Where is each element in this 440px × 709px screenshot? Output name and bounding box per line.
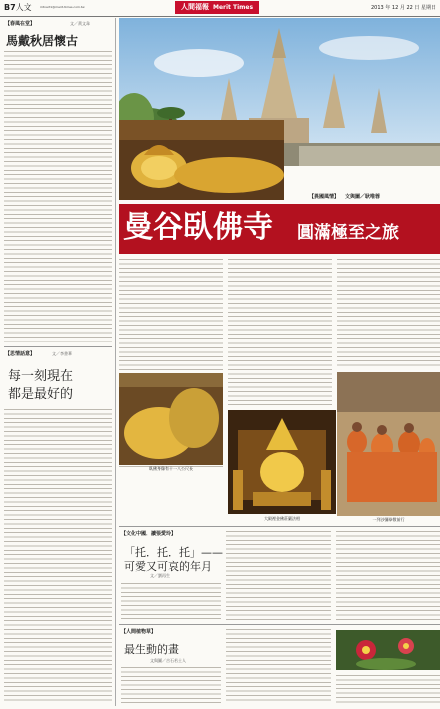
section-email[interactable]: mtnart1@merit-times.com.tw bbox=[40, 5, 85, 9]
monks-illustration bbox=[337, 372, 440, 516]
feature-body-col3 bbox=[337, 258, 440, 368]
golden-buddha-illustration bbox=[228, 410, 336, 514]
caption-1: 臥佛身像有十一八公尺長 bbox=[149, 466, 193, 471]
divider bbox=[4, 346, 112, 347]
column-rule bbox=[115, 18, 116, 706]
caption-3: 一列沙彌恭敬前行 bbox=[372, 517, 405, 522]
col3-author: 文與圖／吉石若土人 bbox=[150, 658, 186, 663]
monks-photo bbox=[337, 372, 440, 516]
col3-tag: 【人間植物草】 bbox=[121, 629, 157, 635]
col1b-author: 文／李書華 bbox=[52, 351, 72, 356]
divider bbox=[119, 526, 440, 527]
col3-body-col2 bbox=[226, 628, 331, 704]
reclining-buddha-illustration bbox=[119, 120, 284, 200]
col1-body bbox=[4, 50, 112, 342]
buddha-feet-illustration bbox=[119, 373, 223, 465]
divider bbox=[119, 624, 440, 625]
flower-photo bbox=[336, 630, 440, 670]
col1b-title-line1: 每一刻現在 bbox=[8, 369, 74, 384]
buddha-feet-photo bbox=[119, 373, 223, 465]
col1-author: 文／黃文韋 bbox=[70, 21, 90, 26]
feature-banner bbox=[119, 204, 440, 254]
col3-title: 最生動的畫 bbox=[124, 643, 179, 656]
col3-body-col3 bbox=[336, 674, 440, 704]
page-header bbox=[0, 0, 440, 17]
feature-subtitle: 圓滿極至之旅 bbox=[297, 223, 399, 243]
page-number: B7人文 bbox=[4, 3, 32, 12]
issue-date: 2013 年 12 月 22 日 星期日 bbox=[371, 5, 436, 11]
feature-body-col2 bbox=[228, 258, 332, 408]
flower-illustration bbox=[336, 630, 440, 670]
col2-author: 文／劉再生 bbox=[150, 573, 170, 578]
reclining-buddha-photo bbox=[119, 120, 284, 200]
col2-tag: 【文化中國．讀張愛玲】 bbox=[121, 531, 177, 537]
feature-tag: 【異國風情】 文與圖／耿唯蓉 bbox=[309, 194, 381, 200]
golden-buddha-photo bbox=[228, 410, 336, 514]
col2-title-line2: 可愛又可哀的年月 bbox=[124, 560, 212, 573]
col3-body-col1 bbox=[121, 666, 221, 704]
newspaper-logo: 人間福報 Merit Times bbox=[175, 1, 259, 14]
col1b-body bbox=[4, 408, 112, 704]
feature-title: 曼谷臥佛寺 bbox=[123, 210, 273, 245]
col1b-tag: 【思情話意】 bbox=[5, 351, 36, 357]
col2-body-col2 bbox=[226, 530, 331, 620]
col1b-title-line2: 都是最好的 bbox=[8, 387, 74, 402]
col1-title: 馬戴秋居懷古 bbox=[6, 34, 79, 48]
col2-title-line1: 「托．托．托」—— bbox=[124, 546, 223, 559]
col2-body-col3 bbox=[336, 530, 440, 620]
caption-2: 大殿裡金佛莊嚴法相 bbox=[264, 516, 300, 521]
col1-tag: 【春風在堂】 bbox=[5, 21, 36, 27]
col2-body-col1 bbox=[121, 582, 221, 622]
